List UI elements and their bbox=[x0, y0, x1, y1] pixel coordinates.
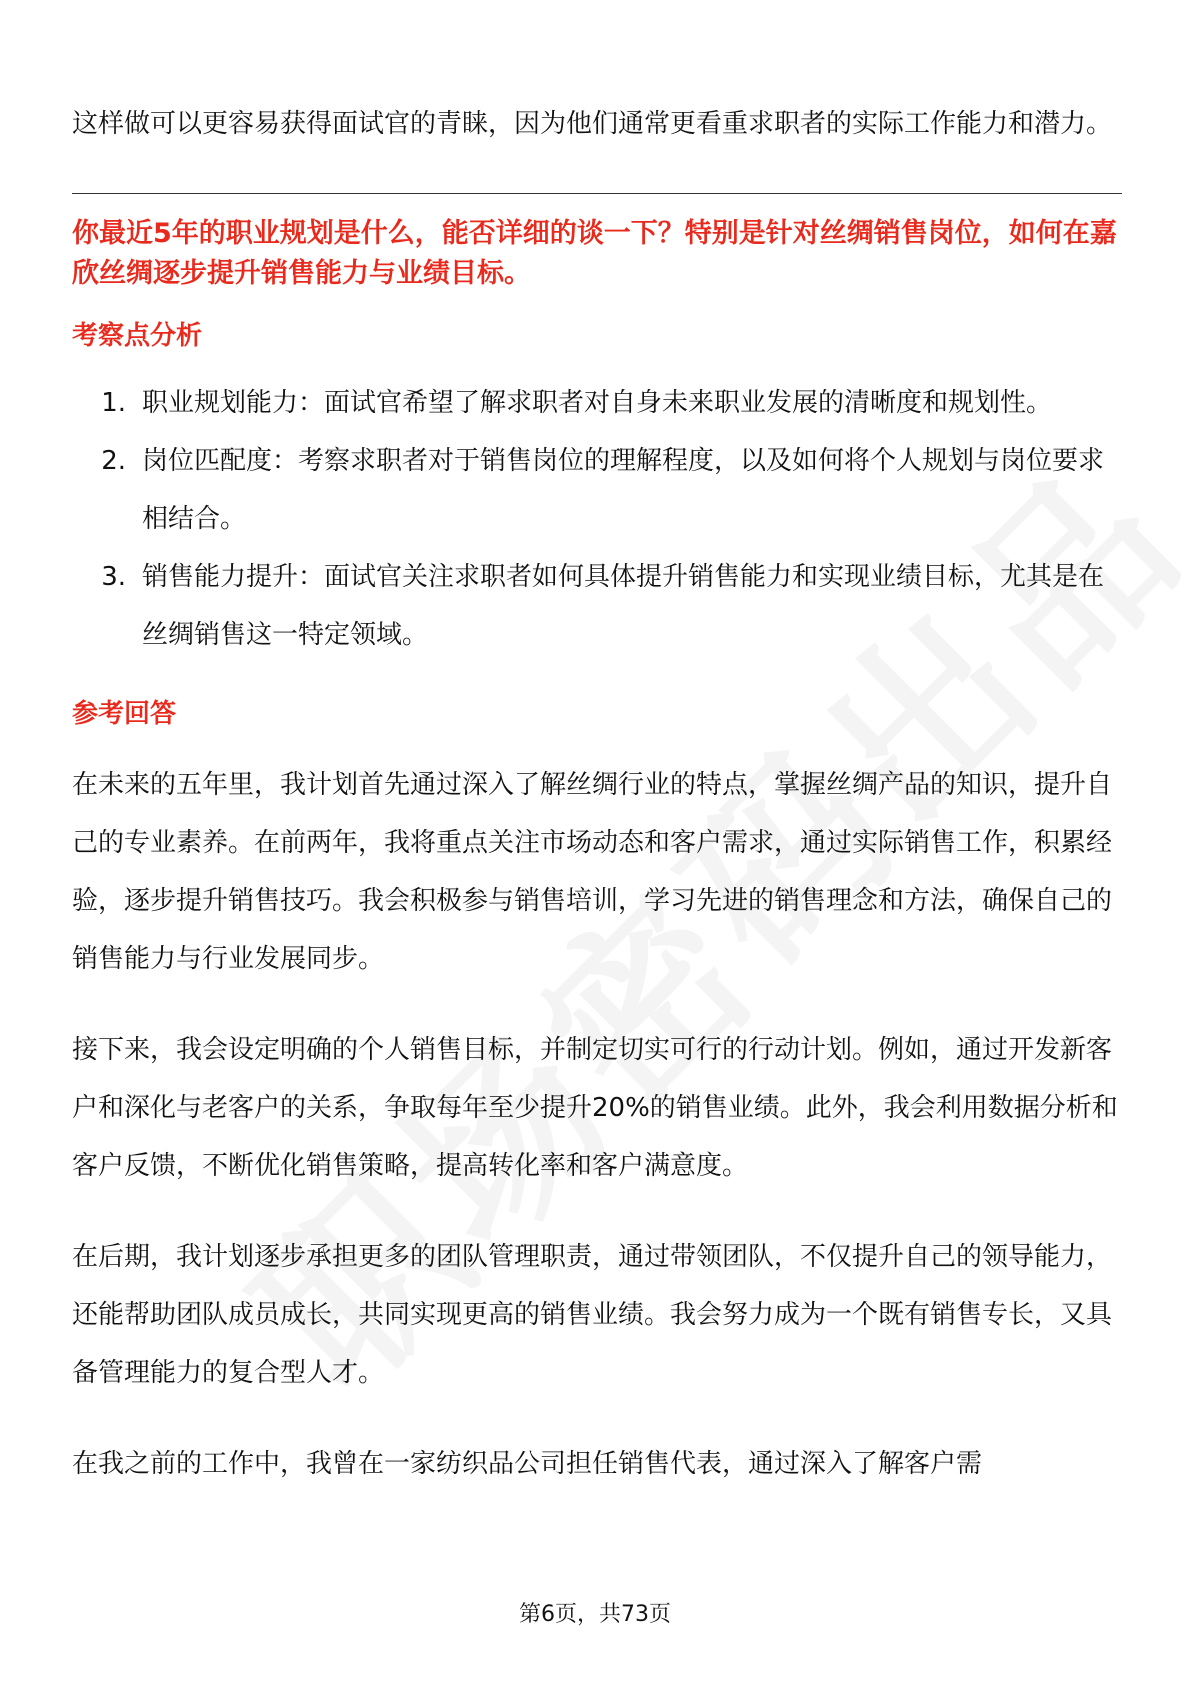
page-content bbox=[72, 95, 1122, 1493]
list-item bbox=[72, 548, 1122, 664]
list-item-number: 3. bbox=[101, 562, 126, 592]
analysis-list bbox=[72, 374, 1122, 664]
section-divider bbox=[72, 193, 1122, 194]
list-item bbox=[72, 374, 1122, 432]
answer-paragraph: 在未来的五年里，我计划首先通过深入了解丝绸行业的特点，掌握丝绸产品的知识，提升自己的专业素养。在前两年，我将重点关注市场动态和客户需求，通过实际销售工作，积累经验，逐步提升销售技巧。我会积极参与销售培训，学习先进的销售理念和方法，确保自己的销售能力与行业发展同步。 bbox=[72, 770, 1113, 974]
list-item bbox=[72, 432, 1122, 548]
list-item-text: 职业规划能力：面试官希望了解求职者对自身未来职业发展的清晰度和规划性。 bbox=[142, 388, 1053, 418]
analysis-heading: 考察点分析 bbox=[72, 321, 203, 351]
answer-heading: 参考回答 bbox=[72, 699, 177, 729]
list-item-number: 2. bbox=[101, 446, 126, 476]
answer-paragraph: 接下来，我会设定明确的个人销售目标，并制定切实可行的行动计划。例如，通过开发新客户和深化与老客户的关系，争取每年至少提升20%的销售业绩。此外，我会利用数据分析和客户反馈，不断优化销售策略，提高转化率和客户满意度。 bbox=[72, 1035, 1118, 1181]
list-item-number: 1. bbox=[101, 388, 126, 418]
page-number: 第6页，共73页 bbox=[519, 1602, 671, 1627]
intro-paragraph: 这样做可以更容易获得面试官的青睐，因为他们通常更看重求职者的实际工作能力和潜力。 bbox=[72, 109, 1113, 139]
answer-paragraph: 在后期，我计划逐步承担更多的团队管理职责，通过带领团队，不仅提升自己的领导能力，还能帮助团队成员成长，共同实现更高的销售业绩。我会努力成为一个既有销售专长，又具备管理能力的复合型人才。 bbox=[72, 1242, 1113, 1388]
list-item-text: 销售能力提升：面试官关注求职者如何具体提升销售能力和实现业绩目标，尤其是在丝绸销售这一特定领域。 bbox=[142, 562, 1105, 650]
list-item-text: 岗位匹配度：考察求职者对于销售岗位的理解程度，以及如何将个人规划与岗位要求相结合。 bbox=[142, 446, 1105, 534]
interview-question: 你最近5年的职业规划是什么，能否详细的谈一下？特别是针对丝绸销售岗位，如何在嘉欣丝绸逐步提升销售能力与业绩目标。 bbox=[72, 218, 1117, 289]
answer-paragraph: 在我之前的工作中，我曾在一家纺织品公司担任销售代表，通过深入了解客户需 bbox=[72, 1449, 983, 1479]
